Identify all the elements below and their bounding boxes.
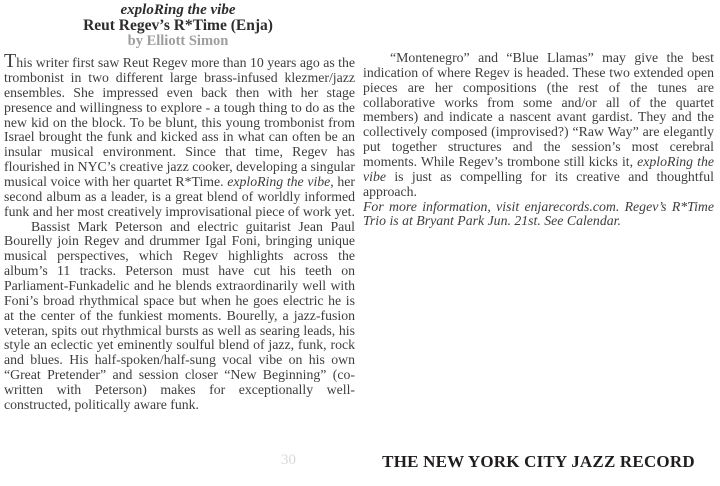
dropcap-initial: T xyxy=(4,50,17,72)
review-paragraph: Bassist Mark Peterson and electric guitarist Jean Paul Bourelly join Regev and drummer Igal Foni, bringing unique musical perspectives, which Regev highlights across the album’s 11 tracks. Peterson must have cut his teeth on Parliament-Funkadelic and he blends extraordinarily well with Foni’s broad rhythmical space but when he goes electric he is at the center of the funkiest moments. Bourelly, a jazz-fusion veteran, spits out rhythmical bursts as well as searing leads, his style an eclectic yet eminently soulful blend of jazz, funk, rock and blues. His half-spoken/half-sung vocal vibe on his own “Great Pretender” and session closer “New Beginning” (co-written with Peterson) makes for exceptionally well-constructed, politically aware funk. xyxy=(4,218,355,412)
left-text-column xyxy=(4,51,355,413)
artist-and-label: Reut Regev’s R*Time (Enja) xyxy=(83,17,273,34)
album-title-inline: exploRing the vibe xyxy=(227,174,331,190)
more-info-note: For more information, visit enjarecords.com. Regev’s R*Time Trio is at Bryant Park Jun. 21st. See Calendar. xyxy=(363,198,714,229)
album-title: exploRing the vibe xyxy=(120,2,236,18)
album-title-inline: exploRing the vibe xyxy=(363,154,714,184)
review-paragraph xyxy=(4,51,355,220)
publication-name: THE NEW YORK CITY JAZZ RECORD xyxy=(382,452,695,471)
author-byline: by Elliott Simon xyxy=(127,33,229,49)
review-paragraph xyxy=(363,51,714,200)
paragraph-text: “Montenegro” and “Blue Llamas” may give the best indication of where Regev is headed. These two extended open pieces are her compositions (the rest of the tunes are collaborative works from some and/or all of the quartet members) and indicate a nascent avant gardist. They and the collectively composed (improvised?) “Raw Way” are elegantly put together structures and the session’s most cerebral moments. While Regev’s trombone still kicks it, xyxy=(363,50,714,170)
right-text-column xyxy=(363,51,714,229)
page-number: 30 xyxy=(281,452,296,468)
paragraph-text: is just as compelling for its creative and thoughtful approach. xyxy=(363,168,714,199)
paragraph-text: his writer first saw Reut Regev more than 10 years ago as the trombonist in two different large brass-infused klezmer/jazz ensembles. She impressed even back then with her stage presence and willingness to explore - a tough thing to do as the new kid on the block. To be blunt, this young trombonist from Israel brought the funk and kicked ass in what can often be an insular musical environment. Since that time, Regev has flourished in NYC’s creative jazz cooker, developing a singular musical voice with her quartet R*Time. xyxy=(4,55,355,190)
paragraph-text: , her second album as a leader, is a great blend of worldly informed funk and her most creatively improvisational piece of work yet. xyxy=(4,174,355,219)
review-title-block xyxy=(0,3,356,49)
